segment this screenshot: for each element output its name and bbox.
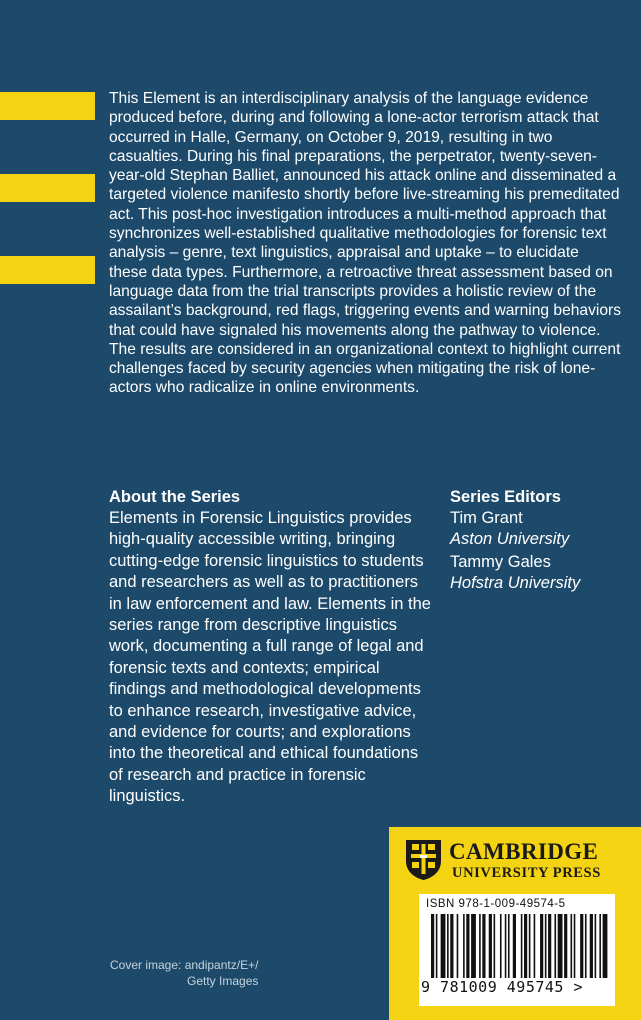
barcode-bar <box>466 914 469 978</box>
barcode-bar <box>548 914 551 978</box>
cambridge-crest-icon <box>405 839 442 881</box>
isbn-text: ISBN 978-1-009-49574-5 <box>426 898 566 910</box>
editor-name: Tim Grant <box>450 509 523 527</box>
barcode-bar <box>457 914 459 978</box>
barcode-bar <box>463 914 465 978</box>
barcode-bar <box>580 914 583 978</box>
barcode-bar <box>447 914 449 978</box>
barcode-bar <box>590 914 593 978</box>
barcode-bar <box>603 914 608 978</box>
barcode-digits: 9 781009 495745 > <box>421 978 584 996</box>
about-the-series <box>109 487 434 808</box>
yellow-stripe-bottom <box>0 256 95 284</box>
about-text: Elements in Forensic Linguistics provides high-quality accessible writing, bringing cutting-edge forensic linguistics to students and researchers as well as to practitioners in law enforcement and law. Elements in the series range from descriptive linguistics work, documenting a full range of legal and forensic texts and contexts; empirical findings and methodological developments to enhance research, investigative advice, and evidence for courts; and explorations into the theoretical and ethical foundations of research and practice in forensic linguistics. <box>109 509 431 806</box>
barcode-bar <box>471 914 476 978</box>
cover-image-credit <box>110 958 258 989</box>
abstract-text: This Element is an interdisciplinary analysis of the language evidence produced before, during and following a lone-actor terrorism attack that occurred in Halle, Germany, on October 9, 2019, resulting in two casualties. During his final preparations, the perpetrator, twenty-seven-year-old Stephan Balliet, announced his attack online and disseminated a targeted violence manifesto shortly before live-streaming his premeditated act. This post-hoc investigation introduces a multi-method approach that synchronizes well-established qualitative methodologies for forensic text analysis – genre, text linguistics, appraisal and uptake – to elucidate these data types. Furthermore, a retroactive threat assessment based on language data from the trial transcripts provides a holistic review of the assailant’s background, red flags, triggering events and warning behaviors that could have signaled his movements along the pathway to violence. The results are considered in an organizational context to highlight current challenges faced by security agencies when mitigating the risk of lone-actors who radicalize in online environments. <box>109 90 622 397</box>
editor-entry <box>450 508 630 550</box>
yellow-stripe-top <box>0 92 95 120</box>
barcode-bar <box>505 914 507 978</box>
barcode-bar <box>521 914 523 978</box>
about-heading: About the Series <box>109 488 241 506</box>
barcode-bar <box>500 914 502 978</box>
barcode-bar <box>513 914 516 978</box>
credit-line-1: Cover image: andipantz/E+/ <box>110 958 259 972</box>
barcode-bar <box>431 914 434 978</box>
credit-line-2: Getty Images <box>187 973 259 988</box>
barcode-bar <box>571 914 573 978</box>
barcode-bar <box>479 914 481 978</box>
barcode-bar <box>436 914 438 978</box>
series-editors <box>450 487 630 596</box>
barcode-bar <box>595 914 597 978</box>
barcode-bar <box>599 914 601 978</box>
barcode-bar <box>585 914 587 978</box>
barcode-bar <box>489 914 492 978</box>
barcode-bar <box>554 914 556 978</box>
barcode-bar <box>574 914 576 978</box>
editor-affiliation: Aston University <box>450 530 570 548</box>
barcode-bar <box>482 914 485 978</box>
barcode-bar <box>558 914 563 978</box>
editor-name: Tammy Gales <box>450 553 551 571</box>
barcode-bar <box>564 914 567 978</box>
barcode-bar <box>450 914 453 978</box>
barcode-bars <box>431 914 609 978</box>
editor-affiliation: Hofstra University <box>450 574 581 592</box>
barcode-bar <box>494 914 496 978</box>
yellow-stripe-middle <box>0 174 95 202</box>
barcode-bar <box>524 914 527 978</box>
barcode-bar <box>529 914 531 978</box>
editor-entry <box>450 552 630 594</box>
publisher-name: CAMBRIDGE <box>449 839 599 864</box>
barcode-bar <box>540 914 543 978</box>
barcode-bar <box>508 914 510 978</box>
publisher-subname: UNIVERSITY PRESS <box>452 865 601 881</box>
barcode-bar <box>545 914 547 978</box>
editors-heading: Series Editors <box>450 488 561 506</box>
barcode-bar <box>534 914 536 978</box>
barcode-bar <box>441 914 446 978</box>
